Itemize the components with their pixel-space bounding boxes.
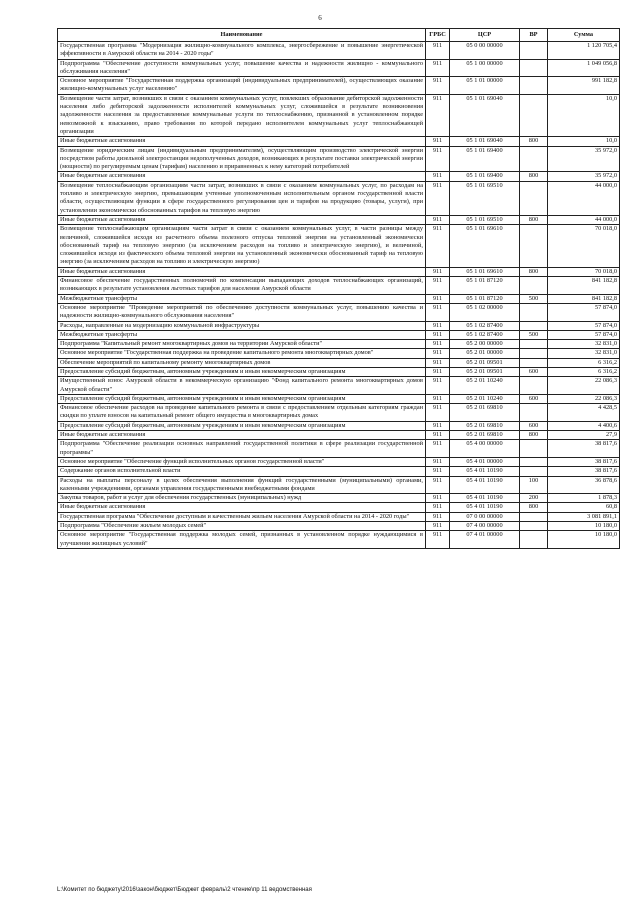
table-row — [58, 421, 620, 430]
cell-name: Основное мероприятие "Государственная поддержка молодых семей, признанных в установленном порядке нуждающимися в улучшении жилищных условий" — [58, 531, 426, 549]
cell-vr — [520, 181, 548, 215]
header-csr: ЦСР — [450, 29, 520, 42]
table-row — [58, 457, 620, 466]
cell-csr: 05 4 00 00000 — [450, 440, 520, 458]
cell-grbs: 911 — [426, 77, 450, 95]
cell-grbs: 911 — [426, 404, 450, 422]
cell-sum: 70 018,0 — [548, 225, 620, 267]
table-row — [58, 503, 620, 512]
cell-name: Содержание органов исполнительной власти — [58, 467, 426, 476]
cell-grbs: 911 — [426, 330, 450, 339]
cell-csr: 05 1 01 69510 — [450, 215, 520, 224]
cell-name: Межбюджетные трансферты — [58, 330, 426, 339]
cell-csr: 05 4 01 10190 — [450, 476, 520, 494]
cell-csr: 05 1 02 87400 — [450, 321, 520, 330]
cell-sum: 38 817,6 — [548, 457, 620, 466]
cell-csr: 05 2 01 69810 — [450, 421, 520, 430]
table-row — [58, 330, 620, 339]
cell-name: Возмещение части затрат, возникших в связи с оказанием коммунальных услуг, повлекших образование дебиторской задолженности населения либо дебиторской задолженности исполнителей коммунальных услуг, сложившейся в результате возникновения задолженности населения за предоставленные коммунальные услуги по теплоснабжению, признанной в установленном порядке невозможной к взысканию, право требования по которой передано исполнителем коммунальных услуг теплоснабжающей организации — [58, 94, 426, 136]
cell-sum: 35 972,0 — [548, 172, 620, 181]
cell-vr — [520, 377, 548, 395]
cell-vr — [520, 404, 548, 422]
cell-vr: 600 — [520, 421, 548, 430]
cell-grbs: 911 — [426, 225, 450, 267]
cell-vr — [520, 303, 548, 321]
cell-name: Основное мероприятие "Обеспечение функций исполнительных органов государственной власти" — [58, 457, 426, 466]
cell-name: Основное мероприятие "Проведение мероприятий по обеспечению доступности коммунальных услуг, повышению качества и надежности жилищно-коммунального обслуживания населения" — [58, 303, 426, 321]
cell-grbs: 911 — [426, 146, 450, 172]
cell-sum: 10,0 — [548, 137, 620, 146]
cell-grbs: 911 — [426, 440, 450, 458]
cell-grbs: 911 — [426, 303, 450, 321]
cell-sum: 6 316,2 — [548, 358, 620, 367]
cell-csr: 05 4 01 10190 — [450, 494, 520, 503]
table-row — [58, 431, 620, 440]
cell-csr: 05 1 01 69510 — [450, 181, 520, 215]
cell-name: Иные бюджетные ассигнования — [58, 137, 426, 146]
table-row — [58, 94, 620, 136]
cell-vr — [520, 277, 548, 295]
cell-vr: 200 — [520, 494, 548, 503]
cell-sum: 22 086,3 — [548, 394, 620, 403]
table-row — [58, 358, 620, 367]
cell-grbs: 911 — [426, 340, 450, 349]
cell-grbs: 911 — [426, 215, 450, 224]
cell-vr — [520, 77, 548, 95]
cell-grbs: 911 — [426, 358, 450, 367]
cell-sum: 32 831,0 — [548, 349, 620, 358]
cell-sum: 6 316,2 — [548, 367, 620, 376]
header-sum: Сумма — [548, 29, 620, 42]
table-row — [58, 321, 620, 330]
table-row — [58, 42, 620, 60]
cell-csr: 05 1 01 69610 — [450, 225, 520, 267]
cell-name: Подпрограмма "Капитальный ремонт многоквартирных домов на территории Амурской области" — [58, 340, 426, 349]
cell-vr — [520, 340, 548, 349]
cell-grbs: 911 — [426, 367, 450, 376]
table-row — [58, 367, 620, 376]
cell-sum: 3 081 891,1 — [548, 512, 620, 521]
cell-grbs: 911 — [426, 181, 450, 215]
cell-sum: 1 120 705,4 — [548, 42, 620, 60]
cell-grbs: 911 — [426, 94, 450, 136]
cell-vr — [520, 349, 548, 358]
cell-sum: 44 000,0 — [548, 181, 620, 215]
cell-name: Возмещение теплоснабжающим организациям части затрат, возникших в связи с оказанием коммунальных услуг, по расходам на топливо и электрическую энергию, превышающим учтенные уполномоченным исполнительным органом государственной власти области, осуществляющим функции в сфере государственного регулирования цен и тарифов на продукцию (товары, услуги), при установлении экономически обоснованных тарифов на тепловую энергию — [58, 181, 426, 215]
cell-csr: 07 4 00 00000 — [450, 522, 520, 531]
cell-grbs: 911 — [426, 531, 450, 549]
cell-sum: 32 831,0 — [548, 340, 620, 349]
cell-grbs: 911 — [426, 42, 450, 60]
cell-csr: 05 1 02 87400 — [450, 330, 520, 339]
cell-sum: 1 049 056,8 — [548, 59, 620, 77]
cell-name: Возмещение теплоснабжающим организациям части затрат в связи с оказанием коммунальных услуг, в части разницы между величиной, сложившейся исходя из расчетного объема полезного отпуска тепловой энергии на установленный экономически обоснованный тариф на тепловую энергию (за исключением расходов на топливо и электрическую энергию), и величиной, сложившейся исходя из фактического объема тепловой энергии на установленный экономически обоснованный тариф на тепловую энергию (за исключением расходов на топливо и электрическую энергию) — [58, 225, 426, 267]
cell-name: Межбюджетные трансферты — [58, 294, 426, 303]
cell-vr — [520, 467, 548, 476]
cell-grbs: 911 — [426, 476, 450, 494]
cell-name: Иные бюджетные ассигнования — [58, 172, 426, 181]
cell-grbs: 911 — [426, 494, 450, 503]
cell-vr: 800 — [520, 215, 548, 224]
cell-sum: 60,8 — [548, 503, 620, 512]
table-row — [58, 476, 620, 494]
table-row — [58, 440, 620, 458]
cell-csr: 05 1 02 00000 — [450, 303, 520, 321]
cell-name: Расходы на выплаты персоналу в целях обеспечения выполнения функций государственными (муниципальными) органами, казенными учреждениями, органами управления государственными внебюджетными фондами — [58, 476, 426, 494]
cell-sum: 841 182,8 — [548, 294, 620, 303]
cell-vr: 800 — [520, 431, 548, 440]
cell-grbs: 911 — [426, 394, 450, 403]
cell-name: Подпрограмма "Обеспечение реализации основных направлений государственной политики в сфере реализации государственной программы" — [58, 440, 426, 458]
cell-csr: 05 4 01 10190 — [450, 503, 520, 512]
cell-vr — [520, 522, 548, 531]
cell-sum: 27,9 — [548, 431, 620, 440]
cell-csr: 05 2 01 69810 — [450, 404, 520, 422]
cell-name: Подпрограмма "Обеспечение жильем молодых семей" — [58, 522, 426, 531]
cell-csr: 05 1 01 69400 — [450, 146, 520, 172]
cell-vr — [520, 457, 548, 466]
cell-vr — [520, 225, 548, 267]
cell-sum: 4 428,5 — [548, 404, 620, 422]
table-row — [58, 467, 620, 476]
cell-csr: 07 0 00 00000 — [450, 512, 520, 521]
table-row — [58, 404, 620, 422]
cell-grbs: 911 — [426, 431, 450, 440]
cell-vr — [520, 59, 548, 77]
cell-grbs: 911 — [426, 349, 450, 358]
table-row — [58, 172, 620, 181]
cell-grbs: 911 — [426, 321, 450, 330]
table-row — [58, 215, 620, 224]
cell-vr: 500 — [520, 330, 548, 339]
table-row — [58, 59, 620, 77]
cell-sum: 10 180,0 — [548, 522, 620, 531]
cell-grbs: 911 — [426, 172, 450, 181]
table-row — [58, 303, 620, 321]
cell-name: Расходы, направленные на модернизацию коммунальной инфраструктуры — [58, 321, 426, 330]
header-grbs: ГРБС — [426, 29, 450, 42]
table-row — [58, 181, 620, 215]
table-row — [58, 77, 620, 95]
cell-csr: 05 1 01 69610 — [450, 267, 520, 276]
cell-csr: 05 0 00 00000 — [450, 42, 520, 60]
cell-grbs: 911 — [426, 503, 450, 512]
cell-name: Имущественный взнос Амурской области в некоммерческую организацию "Фонд капитального ремонта многоквартирных домов Амурской области" — [58, 377, 426, 395]
budget-table — [57, 28, 620, 549]
cell-sum: 991 182,8 — [548, 77, 620, 95]
cell-vr — [520, 512, 548, 521]
cell-vr: 600 — [520, 367, 548, 376]
cell-sum: 38 817,6 — [548, 440, 620, 458]
table-row — [58, 137, 620, 146]
cell-grbs: 911 — [426, 377, 450, 395]
cell-vr — [520, 42, 548, 60]
table-row — [58, 225, 620, 267]
cell-grbs: 911 — [426, 59, 450, 77]
cell-vr — [520, 358, 548, 367]
cell-grbs: 911 — [426, 467, 450, 476]
cell-vr — [520, 94, 548, 136]
table-row — [58, 512, 620, 521]
cell-csr: 05 1 01 69400 — [450, 172, 520, 181]
cell-sum: 1 878,3 — [548, 494, 620, 503]
cell-name: Предоставление субсидий бюджетным, автономным учреждениям и иным некоммерческим организациям — [58, 394, 426, 403]
cell-vr: 500 — [520, 294, 548, 303]
cell-name: Основное мероприятие "Государственная поддержка организаций (индивидуальных предпринимателей), осуществляющих оказание жилищно-коммунальных услуг населению" — [58, 77, 426, 95]
cell-sum: 4 400,6 — [548, 421, 620, 430]
table-row — [58, 494, 620, 503]
cell-csr: 05 4 01 00000 — [450, 457, 520, 466]
cell-name: Возмещение юридическим лицам (индивидуальным предпринимателям), осуществляющим производство электрической энергии посредством работы дизельной электростанции недополученных доходов, возникающих в результате поставки электрической энергии (мощности) по регулируемым ценам (тарифам) населению и приравненных к нему категорий потребителей — [58, 146, 426, 172]
cell-csr: 05 2 01 10240 — [450, 377, 520, 395]
table-row — [58, 377, 620, 395]
cell-name: Подпрограмма "Обеспечение доступности коммунальных услуг, повышение качества и надежности жилищно - коммунального обслуживания населения" — [58, 59, 426, 77]
cell-vr — [520, 531, 548, 549]
cell-csr: 05 2 00 00000 — [450, 340, 520, 349]
table-row — [58, 294, 620, 303]
cell-vr: 800 — [520, 503, 548, 512]
cell-sum: 44 000,0 — [548, 215, 620, 224]
cell-csr: 05 2 01 09501 — [450, 367, 520, 376]
cell-csr: 05 2 01 10240 — [450, 394, 520, 403]
cell-name: Основное мероприятие "Государственная поддержка на проведение капитального ремонта многоквартирных домов" — [58, 349, 426, 358]
cell-grbs: 911 — [426, 294, 450, 303]
cell-grbs: 911 — [426, 277, 450, 295]
cell-name: Предоставление субсидий бюджетным, автономным учреждениям и иным некоммерческим организациям — [58, 367, 426, 376]
cell-vr: 600 — [520, 394, 548, 403]
cell-csr: 07 4 01 00000 — [450, 531, 520, 549]
cell-vr: 800 — [520, 172, 548, 181]
table-row — [58, 522, 620, 531]
cell-name: Закупка товаров, работ и услуг для обеспечения государственных (муниципальных) нужд — [58, 494, 426, 503]
cell-grbs: 911 — [426, 457, 450, 466]
cell-csr: 05 1 01 69040 — [450, 94, 520, 136]
cell-name: Иные бюджетные ассигнования — [58, 431, 426, 440]
cell-vr: 800 — [520, 267, 548, 276]
cell-sum: 57 874,0 — [548, 321, 620, 330]
cell-csr: 05 1 01 69040 — [450, 137, 520, 146]
header-name: Наименование — [58, 29, 426, 42]
table-body — [58, 42, 620, 549]
table-row — [58, 349, 620, 358]
cell-sum: 10,0 — [548, 94, 620, 136]
cell-sum: 70 018,0 — [548, 267, 620, 276]
cell-csr: 05 2 01 00000 — [450, 349, 520, 358]
cell-name: Государственная программа "Обеспечение доступным и качественным жильем населения Амурской области на 2014 - 2020 годы" — [58, 512, 426, 521]
cell-csr: 05 1 00 00000 — [450, 59, 520, 77]
table-row — [58, 277, 620, 295]
cell-name: Иные бюджетные ассигнования — [58, 503, 426, 512]
file-path-footer: L:\Комитет по бюджету\2016\закон\бюджет\Бюджет февраль\2 чтение\пр 11 ведомственная — [57, 887, 312, 893]
cell-csr: 05 2 01 09501 — [450, 358, 520, 367]
cell-csr: 05 2 01 69810 — [450, 431, 520, 440]
table-row — [58, 340, 620, 349]
cell-csr: 05 1 01 87120 — [450, 277, 520, 295]
cell-name: Иные бюджетные ассигнования — [58, 267, 426, 276]
cell-csr: 05 1 01 87120 — [450, 294, 520, 303]
cell-vr — [520, 146, 548, 172]
table-row — [58, 531, 620, 549]
cell-grbs: 911 — [426, 267, 450, 276]
cell-grbs: 911 — [426, 137, 450, 146]
cell-sum: 57 874,0 — [548, 303, 620, 321]
cell-sum: 35 972,0 — [548, 146, 620, 172]
cell-name: Государственная программа "Модернизация жилищно-коммунального комплекса, энергосбережение и повышение энергетической эффективности в Амурской области на 2014 - 2020 годы" — [58, 42, 426, 60]
cell-name: Финансовое обеспечение государственных полномочий по компенсации выпадающих доходов теплоснабжающих организаций, возникающих в результате установления льготных тарифов для населения Амурской области — [58, 277, 426, 295]
cell-grbs: 911 — [426, 522, 450, 531]
page-number: 6 — [318, 14, 322, 22]
cell-csr: 05 4 01 10190 — [450, 467, 520, 476]
table-header-row — [58, 29, 620, 42]
cell-name: Предоставление субсидий бюджетным, автономным учреждениям и иным некоммерческим организациям — [58, 421, 426, 430]
cell-grbs: 911 — [426, 512, 450, 521]
cell-vr: 800 — [520, 137, 548, 146]
cell-sum: 36 878,6 — [548, 476, 620, 494]
cell-name: Иные бюджетные ассигнования — [58, 215, 426, 224]
table-row — [58, 146, 620, 172]
cell-grbs: 911 — [426, 421, 450, 430]
table-row — [58, 394, 620, 403]
table-row — [58, 267, 620, 276]
cell-csr: 05 1 01 00000 — [450, 77, 520, 95]
cell-sum: 10 180,0 — [548, 531, 620, 549]
cell-sum: 22 086,3 — [548, 377, 620, 395]
header-vr: ВР — [520, 29, 548, 42]
cell-sum: 38 817,6 — [548, 467, 620, 476]
cell-sum: 841 182,8 — [548, 277, 620, 295]
cell-vr — [520, 440, 548, 458]
cell-name: Финансовое обеспечение расходов на проведение капитального ремонта в связи с предоставлением отдельным категориям граждан скидки по уплате взносов на капитальный ремонт общего имущества в многоквартирных домах — [58, 404, 426, 422]
cell-name: Обеспечение мероприятий по капитальному ремонту многоквартирных домов — [58, 358, 426, 367]
cell-vr: 100 — [520, 476, 548, 494]
cell-sum: 57 874,0 — [548, 330, 620, 339]
cell-vr — [520, 321, 548, 330]
